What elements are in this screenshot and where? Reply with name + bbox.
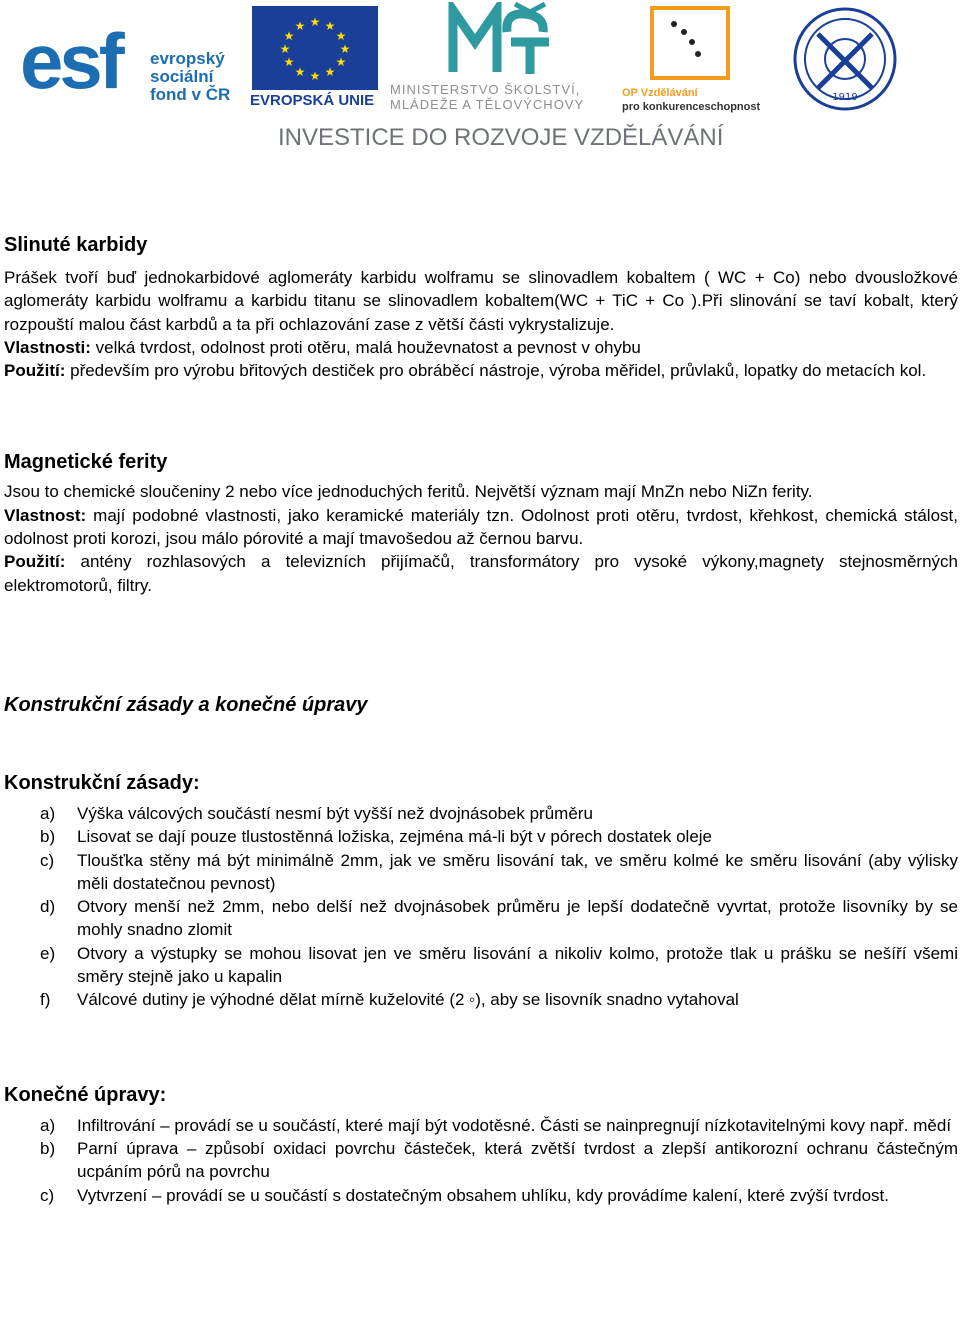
list-marker: c) bbox=[40, 1185, 55, 1205]
list-item-text: Otvory a výstupky se mohou lisovat jen ve směru lisování a nikoliv kolmo, protože tlak u prášku se nešíří všemi směry stejně jako u kapalin bbox=[77, 943, 958, 987]
op-line: pro konkurenceschopnost bbox=[622, 101, 761, 113]
use-text: antény rozhlasových a televizních přijímačů, transformátory pro vysoké výkony,magnety stejnosměrných elektromotorů, filtry. bbox=[4, 552, 958, 595]
document-body bbox=[4, 232, 958, 1207]
list-item bbox=[4, 802, 958, 825]
svg-text:★: ★ bbox=[309, 69, 321, 83]
list-item-text: Výška válcových součástí nesmí být vyšší než dvojnásobek průměru bbox=[77, 803, 593, 823]
list-item bbox=[4, 942, 958, 989]
svg-text:★: ★ bbox=[283, 29, 295, 43]
paragraph: Jsou to chemické sloučeniny 2 nebo více jednoduchých feritů. Největší význam mají MnZn nebo NiZn ferity. bbox=[4, 482, 813, 502]
seal-year: 1919 bbox=[832, 92, 858, 103]
list-item-text: Parní úprava – způsobí oxidaci povrchu částeček, která zvětší tvrdost a zlepší antikorozní ochranu částečným ucpáním pórů na povrchu bbox=[77, 1138, 958, 1182]
svg-text:★: ★ bbox=[309, 15, 321, 29]
list-item-text: Otvory menší než 2mm, nebo delší než dvojnásobek průměru je lepší dodatečně vyvrtat, protože lisovníky by se mohly snadno zlomit bbox=[77, 897, 958, 940]
list-item bbox=[4, 825, 958, 848]
op-logo-text bbox=[622, 86, 760, 114]
section-title: Konstrukční zásady a konečné úpravy bbox=[4, 693, 368, 716]
list-item bbox=[4, 1184, 958, 1207]
list-marker: b) bbox=[40, 1138, 56, 1158]
list-item-text: Vytvrzení – provádí se u součástí s dostatečným obsahem uhlíku, kdy provádíme kalení, které zvýší tvrdost. bbox=[77, 1185, 889, 1205]
esf-logo-mark: esf bbox=[20, 17, 121, 105]
logo-header bbox=[0, 0, 960, 160]
esf-line: sociální bbox=[150, 67, 214, 86]
list-marker: e) bbox=[40, 943, 56, 963]
list-item bbox=[4, 988, 958, 1011]
msmt-line: MINISTERSTVO ŠKOLSTVÍ, bbox=[390, 82, 581, 97]
svg-text:★: ★ bbox=[339, 42, 351, 56]
esf-logo-text bbox=[150, 50, 230, 104]
eu-logo-text: EVROPSKÁ UNIE bbox=[250, 92, 375, 109]
final-treatments-list bbox=[4, 1114, 958, 1207]
list-item bbox=[4, 895, 958, 942]
use-text: především pro výrobu břitových destiček pro obráběcí nástroje, výroba měřidel, průvlaků, lopatky do metacích kol. bbox=[65, 361, 927, 381]
paragraph-properties bbox=[4, 504, 958, 551]
construction-rules-list bbox=[4, 802, 958, 1012]
list-marker: a) bbox=[40, 803, 56, 823]
op-logo bbox=[622, 6, 767, 116]
eu-logo bbox=[250, 6, 380, 111]
msmt-logo bbox=[390, 2, 615, 112]
list-item-text: Tloušťka stěny má být minimálně 2mm, jak ve směru lisování tak, ve směru kolmé ke směru lisování (aby výlisky měli dostatečnou pevnost) bbox=[77, 850, 958, 893]
msmt-mark-icon bbox=[445, 2, 555, 77]
use-label: Použití: bbox=[4, 552, 66, 572]
svg-text:★: ★ bbox=[279, 42, 291, 56]
list-marker: f) bbox=[40, 990, 51, 1010]
list-item bbox=[4, 1137, 958, 1184]
properties-text: mají podobné vlastnosti, jako keramické materiály tzn. Odolnost proti otěru, tvrdost, křehkost, chemická stálost, odolnost proti korozi, jsou málo pórovité a mají tmavošedou až černou barvu. bbox=[4, 505, 958, 549]
subsection-title: Konečné úpravy: bbox=[4, 1083, 167, 1106]
list-item bbox=[4, 849, 958, 896]
list-marker: a) bbox=[40, 1115, 56, 1135]
svg-text:★: ★ bbox=[335, 29, 347, 43]
esf-line: fond v ČR bbox=[150, 85, 231, 104]
svg-text:★: ★ bbox=[283, 55, 295, 69]
msmt-logo-text bbox=[390, 82, 584, 112]
esf-logo bbox=[20, 4, 245, 114]
use-label: Použití: bbox=[4, 361, 66, 381]
op-line: OP Vzdělávání bbox=[622, 87, 698, 99]
svg-text:★: ★ bbox=[324, 65, 336, 79]
properties-label: Vlastnost: bbox=[4, 505, 87, 525]
list-marker: b) bbox=[40, 827, 56, 847]
paragraph-use bbox=[4, 359, 958, 382]
paragraph-properties bbox=[4, 336, 958, 359]
op-square-icon bbox=[650, 6, 730, 80]
seal-icon bbox=[790, 4, 900, 114]
list-item-text: Infiltrování – provádí se u součástí, které mají být vodotěsné. Části se nainpregnují nízkotavitelnými kovy např. mědí bbox=[77, 1115, 952, 1135]
paragraph-use bbox=[4, 550, 958, 597]
list-marker: d) bbox=[40, 897, 56, 917]
svg-text:★: ★ bbox=[294, 19, 306, 33]
list-item-text: Lisovat se dají pouze tlustostěnná ložiska, zejména má-li být v pórech dostatek oleje bbox=[77, 827, 713, 847]
esf-line: evropský bbox=[150, 49, 225, 68]
school-seal-logo bbox=[790, 4, 900, 114]
properties-text: velká tvrdost, odolnost proti otěru, malá houževnatost a pevnost v ohybu bbox=[90, 337, 641, 357]
section-title: Magnetické ferity bbox=[4, 451, 168, 474]
properties-label: Vlastnosti: bbox=[4, 337, 91, 357]
section-title: Slinuté karbidy bbox=[4, 234, 148, 256]
list-marker: c) bbox=[40, 850, 55, 870]
eu-flag-icon bbox=[252, 6, 378, 90]
msmt-line: MLÁDEŽE A TĚLOVÝCHOVY bbox=[390, 97, 585, 112]
paragraph: Prášek tvoří buď jednokarbidové aglomeráty karbidu wolframu se slinovadlem kobaltem ( WC + Co) nebo dvousložkové aglomeráty karbidu wolframu a karbidu titanu se slinovadlem kobaltem(WC + TiC + Co ).Při slinování se taví kobalt, který rozpouští malou část karbdů a ta při ochlazování zase z větší části vykrystalizuje. bbox=[4, 268, 958, 334]
list-item bbox=[4, 1114, 958, 1137]
svg-text:★: ★ bbox=[294, 65, 306, 79]
svg-text:★: ★ bbox=[335, 55, 347, 69]
list-item-text: Válcové dutiny je výhodné dělat mírně kuželovité (2 ◦), aby se lisovník snadno vytahoval bbox=[77, 990, 739, 1010]
tagline: INVESTICE DO ROZVOJE VZDĚLÁVÁNÍ bbox=[278, 124, 724, 151]
subsection-title: Konstrukční zásady: bbox=[4, 771, 200, 794]
svg-text:★: ★ bbox=[324, 19, 336, 33]
